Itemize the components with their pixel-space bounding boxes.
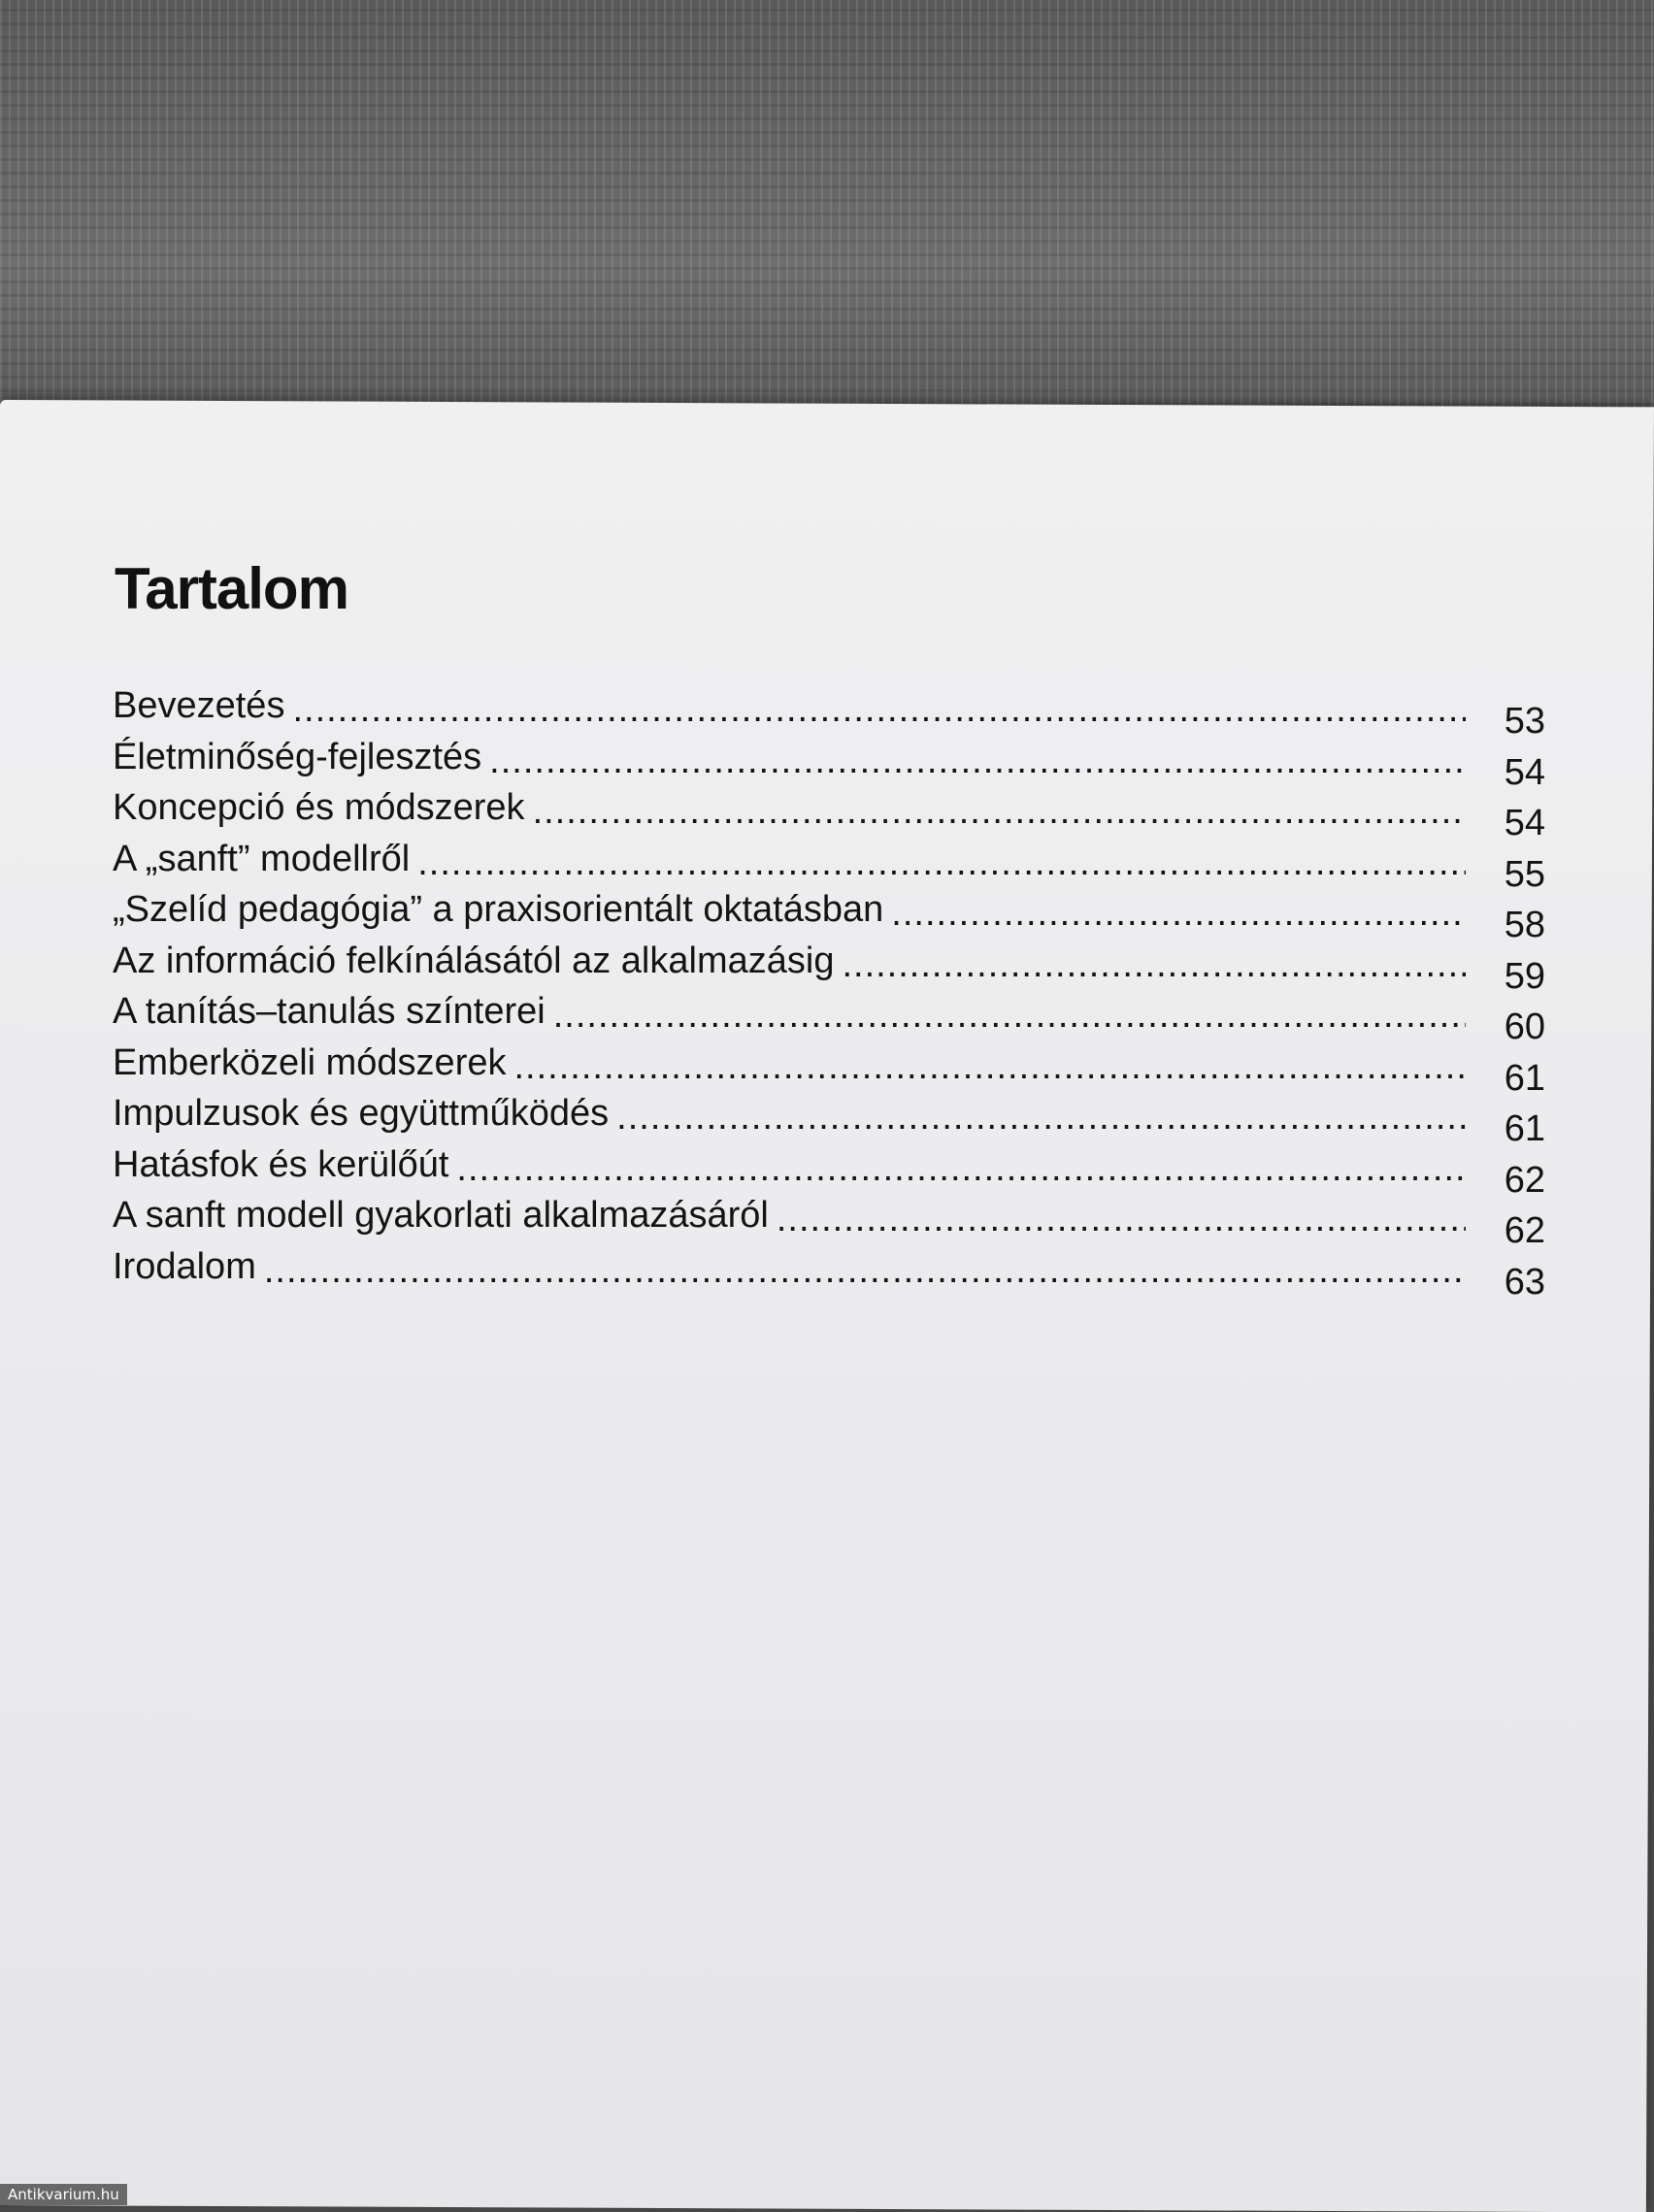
toc-leader-dots	[616, 1097, 1466, 1139]
toc-leader-dots	[533, 791, 1466, 833]
toc-entry	[113, 838, 1545, 895]
toc-entry-page: 53	[1504, 701, 1545, 742]
toc-entry-label: Koncepció és módszerek	[113, 787, 525, 828]
toc-leader-dots	[553, 995, 1466, 1037]
toc-entry-label: Az információ felkínálásától az alkalmazásig	[113, 940, 835, 981]
toc-entry-label: Életminőség-fejlesztés	[113, 736, 482, 777]
toc-entry	[113, 736, 1545, 793]
book-page	[0, 400, 1654, 2212]
toc-entry-page: 54	[1504, 803, 1545, 843]
table-of-contents	[113, 685, 1545, 1303]
toc-entry-label: Emberközeli módszerek	[113, 1041, 507, 1083]
toc-entry	[113, 1143, 1545, 1201]
page-title: Tartalom	[115, 556, 348, 621]
toc-entry-page: 58	[1504, 905, 1545, 945]
toc-leader-dots	[842, 944, 1466, 986]
toc-entry	[113, 1093, 1545, 1149]
toc-leader-dots	[456, 1148, 1466, 1190]
toc-leader-dots	[513, 1046, 1466, 1088]
toc-entry-label: A sanft modell gyakorlati alkalmazásáról	[113, 1195, 769, 1236]
toc-entry-page: 61	[1504, 1057, 1545, 1099]
toc-leader-dots	[489, 741, 1466, 782]
toc-entry-label: Irodalom	[113, 1245, 256, 1287]
toc-entry-label: Hatásfok és kerülőút	[113, 1143, 449, 1185]
toc-entry-page: 62	[1504, 1159, 1545, 1201]
watermark: Antikvarium.hu	[0, 2184, 127, 2205]
toc-entry-page: 63	[1504, 1261, 1545, 1303]
toc-entry-page: 55	[1504, 853, 1545, 895]
toc-entry-label: A „sanft” modellről	[113, 838, 411, 879]
toc-entry	[113, 940, 1545, 997]
background-surface	[0, 0, 1654, 446]
toc-entry-page: 61	[1504, 1108, 1545, 1149]
toc-entry	[113, 1195, 1545, 1251]
toc-entry	[113, 685, 1545, 742]
toc-entry	[113, 787, 1545, 843]
toc-entry-page: 62	[1504, 1210, 1545, 1251]
toc-leader-dots	[777, 1199, 1466, 1240]
toc-entry	[113, 1041, 1545, 1099]
toc-entry-label: A tanítás–tanulás színterei	[113, 991, 546, 1032]
toc-entry	[113, 991, 1545, 1047]
toc-entry-label: Bevezetés	[113, 685, 285, 726]
toc-entry-page: 59	[1504, 955, 1545, 997]
toc-leader-dots	[292, 689, 1466, 731]
toc-leader-dots	[891, 893, 1466, 935]
toc-entry-label: „Szelíd pedagógia” a praxisorientált oktatásban	[113, 889, 884, 930]
toc-leader-dots	[417, 842, 1466, 884]
toc-leader-dots	[264, 1250, 1466, 1292]
toc-entry	[113, 889, 1545, 945]
toc-entry	[113, 1245, 1545, 1303]
toc-entry-page: 60	[1504, 1007, 1545, 1047]
toc-entry-page: 54	[1504, 751, 1545, 793]
toc-entry-label: Impulzusok és együttműködés	[113, 1093, 610, 1134]
